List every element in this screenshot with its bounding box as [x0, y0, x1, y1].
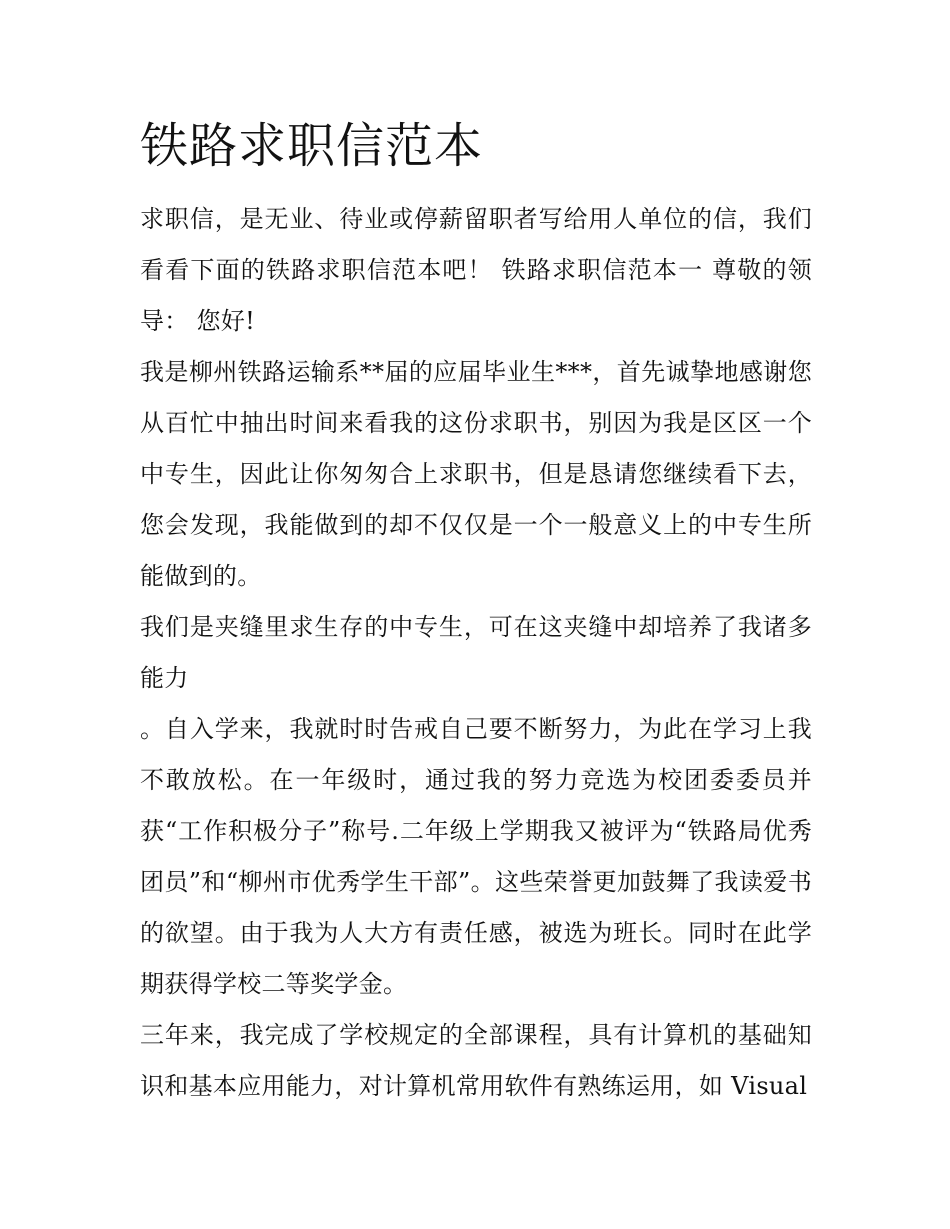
paragraph-intro: 求职信，是无业、待业或停薪留职者写给用人单位的信，我们看看下面的铁路求职信范本吧！ 铁路求职信范本一 尊敬的领导： 您好!: [140, 205, 812, 335]
paragraph-self-introduction: 我是柳州铁路运输系**届的应届毕业生***，首先诚挚地感谢您从百忙中抽出时间来看我的这份求职书，别因为我是区区一个中专生，因此让你匆匆合上求职书，但是恳请您继续看下去，您会发现，我能做到的却不仅仅是一个一般意义上的中专生所能做到的。: [140, 358, 812, 590]
paragraph-skills: 三年来，我完成了学校规定的全部课程，具有计算机的基础知识和基本应用能力，对计算机常用软件有熟练运用，如 Visual: [140, 1021, 812, 1100]
document-page: [140, 112, 812, 1112]
paragraph-abilities: 我们是夹缝里求生存的中专生，可在这夹缝中却培养了我诸多能力: [140, 613, 812, 692]
document-title: 铁路求职信范本: [140, 118, 484, 174]
paragraph-achievements: 。自入学来，我就时时告戒自己要不断努力，为此在学习上我不敢放松。在一年级时，通过我的努力竞选为校团委委员并获“工作积极分子”称号.二年级上学期我又被评为“铁路局优秀团员”和“柳州市优秀学生干部”。这些荣誉更加鼓舞了我读爱书的欲望。由于我为人大方有责任感，被选为班长。同时在此学期获得学校二等奖学金。: [140, 715, 812, 998]
